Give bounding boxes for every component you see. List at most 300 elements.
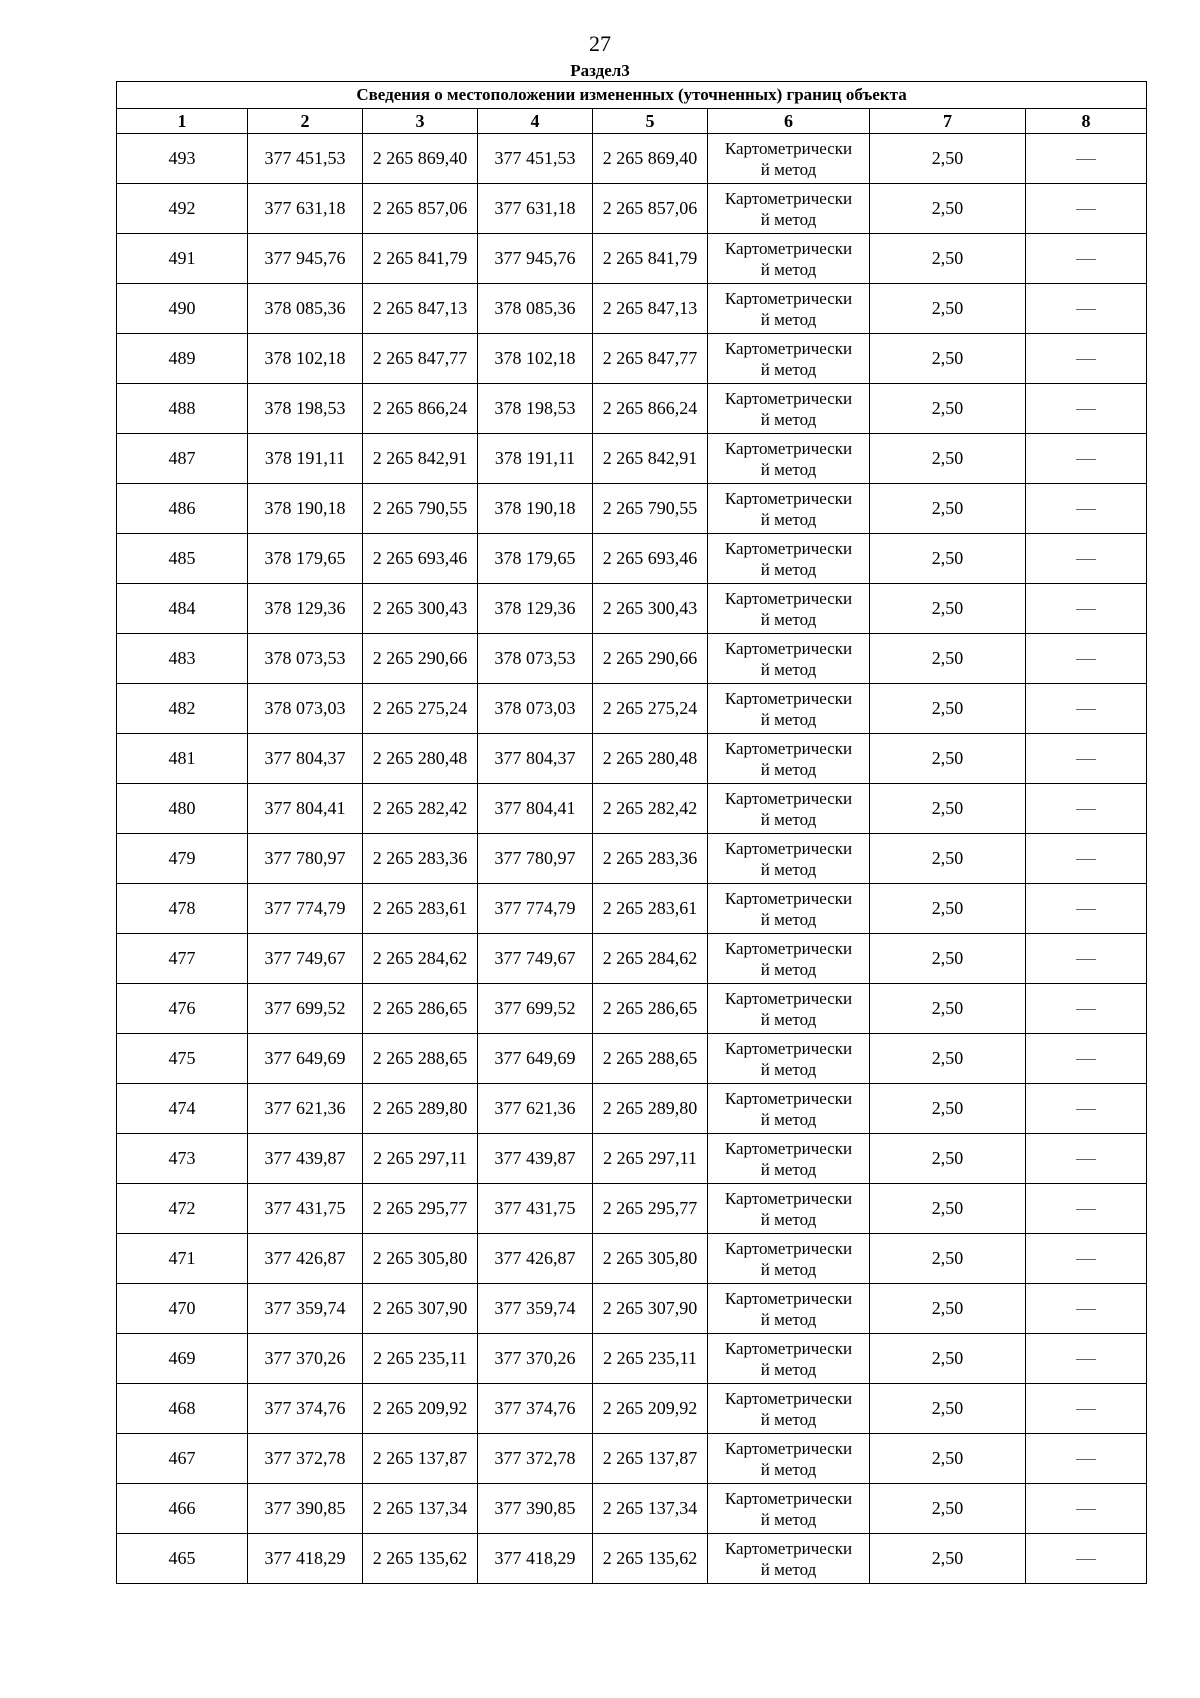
table-row: [117, 1284, 1147, 1334]
cell-x-old: 377 359,74: [248, 1284, 363, 1334]
cell-y-new: 2 265 135,62: [593, 1534, 708, 1584]
cell-accuracy: 2,50: [870, 1484, 1026, 1534]
table-row: [117, 584, 1147, 634]
cell-accuracy: 2,50: [870, 534, 1026, 584]
cell-y-new: 2 265 295,77: [593, 1184, 708, 1234]
table-row: [117, 1534, 1147, 1584]
cell-note: [1026, 534, 1147, 584]
cell-x-new: 378 129,36: [478, 584, 593, 634]
cell-x-new: 378 073,53: [478, 634, 593, 684]
cell-x-old: 377 621,36: [248, 1084, 363, 1134]
table-row: [117, 434, 1147, 484]
dash-mark: [1076, 559, 1096, 560]
column-number: 4: [478, 109, 593, 134]
method-text: Картометрически: [724, 1338, 853, 1358]
cell-method: [708, 1484, 870, 1534]
cell-y-new: 2 265 841,79: [593, 234, 708, 284]
cell-x-old: 377 945,76: [248, 234, 363, 284]
cell-accuracy: 2,50: [870, 884, 1026, 934]
table-row: [117, 334, 1147, 384]
cell-y-old: 2 265 137,34: [363, 1484, 478, 1534]
cell-x-new: 377 374,76: [478, 1384, 593, 1434]
method-text: й метод: [760, 759, 817, 779]
method-text: Картометрически: [724, 788, 853, 808]
cell-point: 493: [117, 134, 248, 184]
cell-point: 484: [117, 584, 248, 634]
method-text: Картометрически: [724, 338, 853, 358]
cell-x-new: 377 780,97: [478, 834, 593, 884]
method-text: Картометрически: [724, 1238, 853, 1258]
method-text: й метод: [760, 1259, 817, 1279]
table-row: [117, 884, 1147, 934]
cell-x-old: 377 804,41: [248, 784, 363, 834]
method-text: Картометрически: [724, 638, 853, 658]
cell-accuracy: 2,50: [870, 584, 1026, 634]
cell-y-new: 2 265 790,55: [593, 484, 708, 534]
cell-y-new: 2 265 235,11: [593, 1334, 708, 1384]
dash-mark: [1076, 809, 1096, 810]
cell-y-new: 2 265 284,62: [593, 934, 708, 984]
cell-accuracy: 2,50: [870, 1034, 1026, 1084]
cell-point: 478: [117, 884, 248, 934]
cell-accuracy: 2,50: [870, 984, 1026, 1034]
cell-x-new: 378 073,03: [478, 684, 593, 734]
column-number: 5: [593, 109, 708, 134]
dash-mark: [1076, 359, 1096, 360]
table-row: [117, 1184, 1147, 1234]
cell-note: [1026, 1084, 1147, 1134]
cell-accuracy: 2,50: [870, 734, 1026, 784]
cell-accuracy: 2,50: [870, 384, 1026, 434]
cell-point: 487: [117, 434, 248, 484]
cell-note: [1026, 784, 1147, 834]
cell-x-new: 378 190,18: [478, 484, 593, 534]
dash-mark: [1076, 1409, 1096, 1410]
method-text: й метод: [760, 1359, 817, 1379]
dash-mark: [1076, 509, 1096, 510]
method-text: й метод: [760, 409, 817, 429]
cell-x-old: 378 129,36: [248, 584, 363, 634]
cell-point: 476: [117, 984, 248, 1034]
cell-note: [1026, 334, 1147, 384]
method-text: й метод: [760, 459, 817, 479]
cell-method: [708, 984, 870, 1034]
column-number: 7: [870, 109, 1026, 134]
cell-accuracy: 2,50: [870, 334, 1026, 384]
table-row: [117, 684, 1147, 734]
cell-y-new: 2 265 290,66: [593, 634, 708, 684]
method-text: й метод: [760, 559, 817, 579]
method-text: й метод: [760, 1209, 817, 1229]
cell-y-old: 2 265 282,42: [363, 784, 478, 834]
cell-method: [708, 284, 870, 334]
method-text: й метод: [760, 1309, 817, 1329]
cell-x-new: 377 945,76: [478, 234, 593, 284]
cell-y-old: 2 265 288,65: [363, 1034, 478, 1084]
cell-method: [708, 334, 870, 384]
cell-y-new: 2 265 280,48: [593, 734, 708, 784]
cell-x-new: 378 191,11: [478, 434, 593, 484]
table-row: [117, 1234, 1147, 1284]
method-text: й метод: [760, 1009, 817, 1029]
method-text: Картометрически: [724, 538, 853, 558]
cell-note: [1026, 1334, 1147, 1384]
cell-x-old: 378 198,53: [248, 384, 363, 434]
cell-note: [1026, 634, 1147, 684]
cell-method: [708, 834, 870, 884]
method-text: Картометрически: [724, 188, 853, 208]
method-text: й метод: [760, 959, 817, 979]
cell-note: [1026, 134, 1147, 184]
cell-method: [708, 1334, 870, 1384]
cell-accuracy: 2,50: [870, 1234, 1026, 1284]
cell-y-old: 2 265 307,90: [363, 1284, 478, 1334]
method-text: й метод: [760, 1409, 817, 1429]
dash-mark: [1076, 209, 1096, 210]
method-text: Картометрически: [724, 738, 853, 758]
column-number: 6: [708, 109, 870, 134]
cell-x-old: 377 749,67: [248, 934, 363, 984]
cell-y-old: 2 265 869,40: [363, 134, 478, 184]
cell-accuracy: 2,50: [870, 934, 1026, 984]
cell-x-new: 377 749,67: [478, 934, 593, 984]
cell-x-new: 377 804,41: [478, 784, 593, 834]
cell-accuracy: 2,50: [870, 134, 1026, 184]
method-text: Картометрически: [724, 1388, 853, 1408]
table-row: [117, 284, 1147, 334]
cell-note: [1026, 234, 1147, 284]
method-text: й метод: [760, 1459, 817, 1479]
dash-mark: [1076, 1159, 1096, 1160]
cell-accuracy: 2,50: [870, 784, 1026, 834]
cell-y-old: 2 265 283,36: [363, 834, 478, 884]
dash-mark: [1076, 1559, 1096, 1560]
cell-note: [1026, 1434, 1147, 1484]
method-text: й метод: [760, 359, 817, 379]
cell-note: [1026, 1034, 1147, 1084]
cell-method: [708, 1234, 870, 1284]
cell-y-old: 2 265 286,65: [363, 984, 478, 1034]
cell-y-new: 2 265 137,87: [593, 1434, 708, 1484]
dash-mark: [1076, 409, 1096, 410]
cell-x-new: 377 774,79: [478, 884, 593, 934]
cell-y-old: 2 265 693,46: [363, 534, 478, 584]
section-title: Раздел3: [570, 61, 630, 80]
cell-point: 472: [117, 1184, 248, 1234]
cell-method: [708, 1534, 870, 1584]
cell-point: 485: [117, 534, 248, 584]
cell-x-old: 378 102,18: [248, 334, 363, 384]
cell-point: 473: [117, 1134, 248, 1184]
table-row: [117, 484, 1147, 534]
method-text: Картометрически: [724, 988, 853, 1008]
cell-method: [708, 1384, 870, 1434]
cell-x-old: 377 649,69: [248, 1034, 363, 1084]
dash-mark: [1076, 1009, 1096, 1010]
cell-y-new: 2 265 283,61: [593, 884, 708, 934]
table-row: [117, 1034, 1147, 1084]
cell-x-new: 377 390,85: [478, 1484, 593, 1534]
cell-point: 482: [117, 684, 248, 734]
cell-note: [1026, 1284, 1147, 1334]
cell-x-new: 377 418,29: [478, 1534, 593, 1584]
cell-point: 492: [117, 184, 248, 234]
table-row: [117, 1484, 1147, 1534]
dash-mark: [1076, 609, 1096, 610]
method-text: й метод: [760, 809, 817, 829]
cell-point: 471: [117, 1234, 248, 1284]
column-number: 2: [248, 109, 363, 134]
table-caption: Сведения о местоположении измененных (уточненных) границ объекта: [117, 82, 1147, 109]
table-row: [117, 534, 1147, 584]
cell-x-old: 377 370,26: [248, 1334, 363, 1384]
dash-mark: [1076, 159, 1096, 160]
dash-mark: [1076, 709, 1096, 710]
method-text: й метод: [760, 1559, 817, 1579]
cell-accuracy: 2,50: [870, 1284, 1026, 1334]
method-text: Картометрически: [724, 588, 853, 608]
dash-mark: [1076, 459, 1096, 460]
cell-x-new: 377 451,53: [478, 134, 593, 184]
table-row: [117, 134, 1147, 184]
cell-x-old: 378 179,65: [248, 534, 363, 584]
cell-y-old: 2 265 290,66: [363, 634, 478, 684]
cell-x-new: 377 621,36: [478, 1084, 593, 1134]
cell-accuracy: 2,50: [870, 234, 1026, 284]
table-row: [117, 1334, 1147, 1384]
cell-x-old: 377 426,87: [248, 1234, 363, 1284]
cell-y-new: 2 265 275,24: [593, 684, 708, 734]
cell-point: 465: [117, 1534, 248, 1584]
cell-x-new: 377 359,74: [478, 1284, 593, 1334]
cell-note: [1026, 284, 1147, 334]
cell-y-old: 2 265 275,24: [363, 684, 478, 734]
table-row: [117, 1084, 1147, 1134]
method-text: Картометрически: [724, 488, 853, 508]
cell-x-old: 377 780,97: [248, 834, 363, 884]
cell-point: 474: [117, 1084, 248, 1134]
cell-x-old: 377 774,79: [248, 884, 363, 934]
cell-y-new: 2 265 693,46: [593, 534, 708, 584]
method-text: й метод: [760, 1509, 817, 1529]
cell-y-old: 2 265 841,79: [363, 234, 478, 284]
cell-note: [1026, 884, 1147, 934]
boundary-coordinates-table: [116, 81, 1147, 1584]
cell-accuracy: 2,50: [870, 1184, 1026, 1234]
cell-note: [1026, 1384, 1147, 1434]
cell-note: [1026, 1234, 1147, 1284]
cell-point: 477: [117, 934, 248, 984]
cell-y-new: 2 265 857,06: [593, 184, 708, 234]
cell-x-new: 377 426,87: [478, 1234, 593, 1284]
cell-note: [1026, 934, 1147, 984]
method-text: й метод: [760, 859, 817, 879]
dash-mark: [1076, 1509, 1096, 1510]
cell-accuracy: 2,50: [870, 834, 1026, 884]
cell-point: 489: [117, 334, 248, 384]
cell-y-old: 2 265 866,24: [363, 384, 478, 434]
cell-note: [1026, 584, 1147, 634]
cell-method: [708, 634, 870, 684]
cell-note: [1026, 734, 1147, 784]
dash-mark: [1076, 309, 1096, 310]
method-text: Картометрически: [724, 1538, 853, 1558]
cell-note: [1026, 1134, 1147, 1184]
table-row: [117, 1134, 1147, 1184]
cell-method: [708, 484, 870, 534]
cell-accuracy: 2,50: [870, 434, 1026, 484]
cell-x-new: 377 631,18: [478, 184, 593, 234]
cell-y-new: 2 265 286,65: [593, 984, 708, 1034]
cell-accuracy: 2,50: [870, 1334, 1026, 1384]
cell-x-new: 378 179,65: [478, 534, 593, 584]
cell-y-old: 2 265 857,06: [363, 184, 478, 234]
cell-x-new: 377 699,52: [478, 984, 593, 1034]
cell-accuracy: 2,50: [870, 1384, 1026, 1434]
cell-point: 480: [117, 784, 248, 834]
cell-y-old: 2 265 280,48: [363, 734, 478, 784]
cell-x-old: 377 804,37: [248, 734, 363, 784]
cell-method: [708, 234, 870, 284]
cell-y-old: 2 265 847,13: [363, 284, 478, 334]
table-row: [117, 734, 1147, 784]
method-text: й метод: [760, 1109, 817, 1129]
method-text: Картометрически: [724, 888, 853, 908]
cell-x-old: 377 631,18: [248, 184, 363, 234]
method-text: Картометрически: [724, 1488, 853, 1508]
cell-y-new: 2 265 869,40: [593, 134, 708, 184]
cell-x-new: 377 439,87: [478, 1134, 593, 1184]
dash-mark: [1076, 759, 1096, 760]
cell-point: 481: [117, 734, 248, 784]
method-text: Картометрически: [724, 688, 853, 708]
cell-x-new: 378 085,36: [478, 284, 593, 334]
method-text: Картометрически: [724, 288, 853, 308]
dash-mark: [1076, 909, 1096, 910]
cell-note: [1026, 484, 1147, 534]
dash-mark: [1076, 859, 1096, 860]
method-text: й метод: [760, 1159, 817, 1179]
cell-point: 486: [117, 484, 248, 534]
dash-mark: [1076, 259, 1096, 260]
cell-note: [1026, 1184, 1147, 1234]
cell-note: [1026, 684, 1147, 734]
cell-point: 470: [117, 1284, 248, 1334]
cell-x-old: 377 418,29: [248, 1534, 363, 1584]
cell-y-new: 2 265 300,43: [593, 584, 708, 634]
method-text: й метод: [760, 259, 817, 279]
cell-accuracy: 2,50: [870, 1134, 1026, 1184]
cell-point: 469: [117, 1334, 248, 1384]
column-number: 8: [1026, 109, 1147, 134]
cell-method: [708, 934, 870, 984]
cell-note: [1026, 834, 1147, 884]
cell-point: 467: [117, 1434, 248, 1484]
cell-method: [708, 184, 870, 234]
cell-point: 468: [117, 1384, 248, 1434]
cell-accuracy: 2,50: [870, 1534, 1026, 1584]
method-text: Картометрически: [724, 138, 853, 158]
cell-y-new: 2 265 283,36: [593, 834, 708, 884]
method-text: й метод: [760, 609, 817, 629]
method-text: й метод: [760, 709, 817, 729]
cell-x-old: 377 439,87: [248, 1134, 363, 1184]
cell-point: 488: [117, 384, 248, 434]
cell-accuracy: 2,50: [870, 1084, 1026, 1134]
cell-y-new: 2 265 209,92: [593, 1384, 708, 1434]
method-text: Картометрически: [724, 838, 853, 858]
cell-y-old: 2 265 137,87: [363, 1434, 478, 1484]
cell-y-new: 2 265 288,65: [593, 1034, 708, 1084]
cell-y-old: 2 265 847,77: [363, 334, 478, 384]
table-body: [117, 134, 1147, 1584]
cell-method: [708, 884, 870, 934]
cell-method: [708, 1434, 870, 1484]
column-number-row: [117, 109, 1147, 134]
cell-x-new: 377 372,78: [478, 1434, 593, 1484]
dash-mark: [1076, 659, 1096, 660]
cell-y-old: 2 265 235,11: [363, 1334, 478, 1384]
table-row: [117, 1434, 1147, 1484]
cell-x-old: 378 073,03: [248, 684, 363, 734]
table-row: [117, 934, 1147, 984]
dash-mark: [1076, 1309, 1096, 1310]
cell-point: 490: [117, 284, 248, 334]
dash-mark: [1076, 1209, 1096, 1210]
cell-accuracy: 2,50: [870, 684, 1026, 734]
cell-y-new: 2 265 305,80: [593, 1234, 708, 1284]
cell-x-old: 377 451,53: [248, 134, 363, 184]
cell-y-old: 2 265 297,11: [363, 1134, 478, 1184]
cell-note: [1026, 1534, 1147, 1584]
cell-accuracy: 2,50: [870, 284, 1026, 334]
cell-x-old: 378 085,36: [248, 284, 363, 334]
dash-mark: [1076, 1259, 1096, 1260]
cell-x-old: 377 431,75: [248, 1184, 363, 1234]
table-row: [117, 1384, 1147, 1434]
column-number: 3: [363, 109, 478, 134]
cell-point: 483: [117, 634, 248, 684]
cell-point: 475: [117, 1034, 248, 1084]
dash-mark: [1076, 959, 1096, 960]
cell-method: [708, 584, 870, 634]
cell-x-new: 378 102,18: [478, 334, 593, 384]
method-text: Картометрически: [724, 388, 853, 408]
method-text: Картометрически: [724, 1188, 853, 1208]
cell-y-old: 2 265 300,43: [363, 584, 478, 634]
method-text: Картометрически: [724, 438, 853, 458]
cell-method: [708, 1084, 870, 1134]
method-text: Картометрически: [724, 1038, 853, 1058]
cell-method: [708, 684, 870, 734]
cell-y-new: 2 265 307,90: [593, 1284, 708, 1334]
cell-method: [708, 434, 870, 484]
cell-x-new: 377 370,26: [478, 1334, 593, 1384]
method-text: Картометрически: [724, 1288, 853, 1308]
cell-y-new: 2 265 297,11: [593, 1134, 708, 1184]
page-number: 27: [589, 31, 611, 56]
method-text: Картометрически: [724, 1088, 853, 1108]
method-text: Картометрически: [724, 938, 853, 958]
dash-mark: [1076, 1359, 1096, 1360]
cell-y-old: 2 265 305,80: [363, 1234, 478, 1284]
method-text: Картометрически: [724, 1438, 853, 1458]
method-text: й метод: [760, 209, 817, 229]
cell-x-old: 378 191,11: [248, 434, 363, 484]
cell-y-old: 2 265 295,77: [363, 1184, 478, 1234]
table-row: [117, 184, 1147, 234]
cell-y-old: 2 265 289,80: [363, 1084, 478, 1134]
